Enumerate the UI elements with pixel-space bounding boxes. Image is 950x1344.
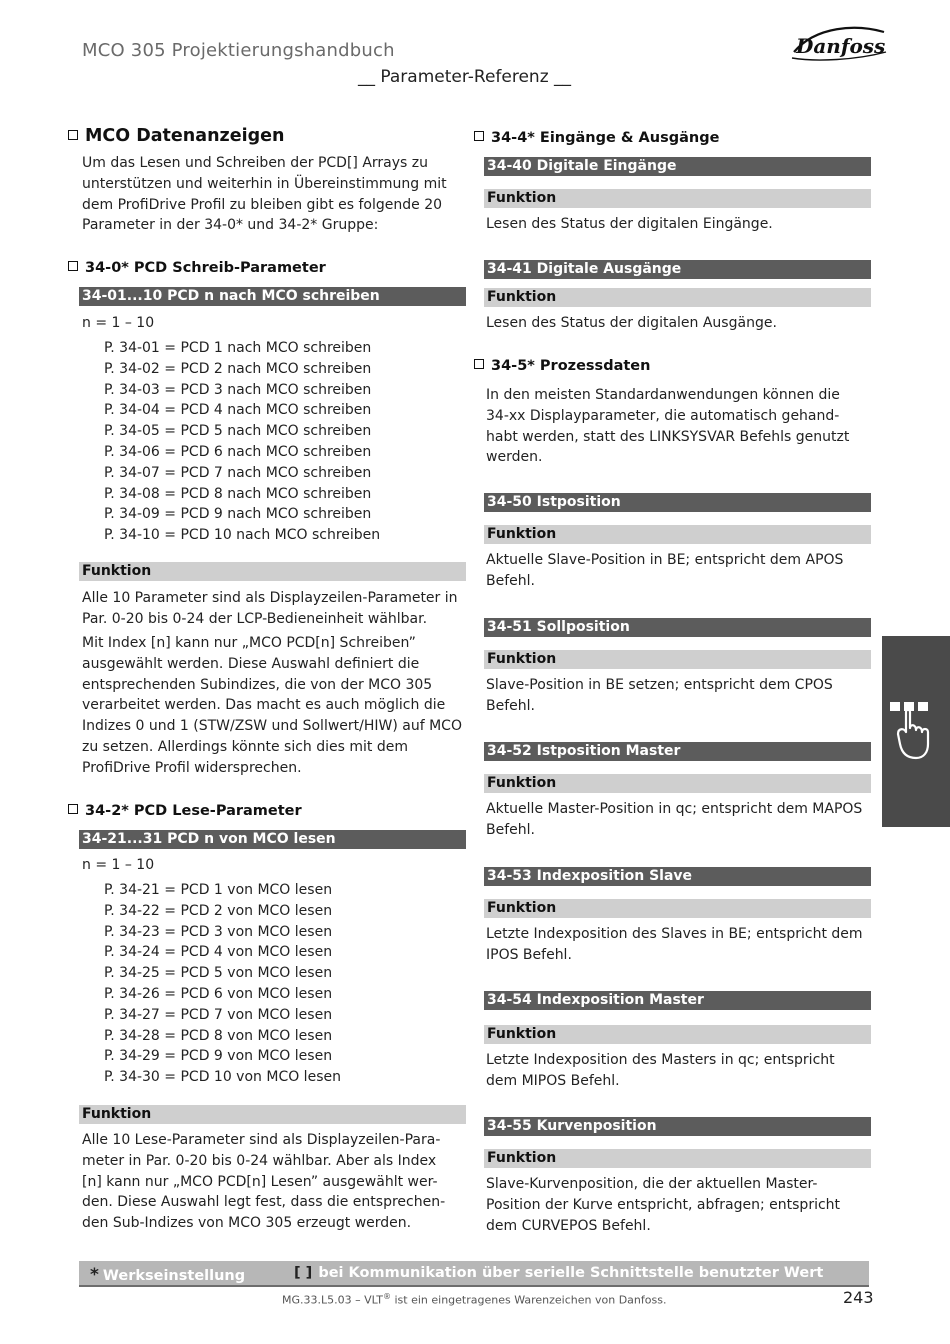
funktion-text: Alle 10 Parameter sind als Displayzeilen-Parameter in Par. 0-20 bis 0-24 der LCP-Bedieneinheit wählbar. xyxy=(82,590,458,627)
text-line: 34-xx Displayparameter, die automatisch gehand- xyxy=(486,407,840,424)
group-heading-34-5: 34-5* Prozessdaten xyxy=(474,358,650,374)
intro-text: Um das Lesen und Schreiben der PCD[] Arrays zu unterstützen und weiterhin in Übereinstimmung mit dem ProfiDrive Profil zu bleiben gibt es folgende 20 Parameter in der 34-0* und 34-2* Gruppe: xyxy=(82,155,447,234)
list-item: P. 34-26 = PCD 6 von MCO lesen xyxy=(104,985,333,1002)
param-text: Slave-Kurvenposition, die der aktuellen Master-Position der Kurve entspricht, abfragen; entspricht dem CURVEPOS Befehl. xyxy=(486,1176,841,1234)
param-text: Aktuelle Slave-Position in BE; entspricht dem APOS Befehl. xyxy=(486,552,844,589)
param-bar-34-52: 34-52 Istposition Master xyxy=(484,742,871,761)
list-item: P. 34-02 = PCD 2 nach MCO schreiben xyxy=(104,360,372,377)
square-bullet-icon xyxy=(68,804,78,814)
prozessdaten-intro xyxy=(486,385,870,468)
list-item: P. 34-28 = PCD 8 von MCO lesen xyxy=(104,1027,333,1044)
svg-text:Danfoss: Danfoss xyxy=(796,34,886,58)
param-text: Aktuelle Master-Position in qc; entspricht dem MAPOS Befehl. xyxy=(486,801,863,838)
chapter-tab xyxy=(882,636,950,827)
text-line: In den meisten Standardanwendungen können die xyxy=(486,387,840,403)
list-item: P. 34-07 = PCD 7 nach MCO schreiben xyxy=(104,464,372,481)
hand-keypad-icon xyxy=(886,698,934,762)
list-item: P. 34-01 = PCD 1 nach MCO schreiben xyxy=(104,340,372,356)
section-title: __ Parameter-Referenz __ xyxy=(358,67,572,87)
list-item: P. 34-29 = PCD 9 von MCO lesen xyxy=(104,1048,333,1065)
funktion-bar: Funktion xyxy=(484,774,871,793)
list-item: P. 34-24 = PCD 4 von MCO lesen xyxy=(104,944,333,961)
text-line: habt werden, statt des LINKSYSVAR Befehls genutzt xyxy=(486,428,850,445)
param-bar-34-21: 34-21...31 PCD n von MCO lesen xyxy=(79,830,466,849)
trademark-note: MG.33.L5.03 – VLT® ist ein eingetragenes Warenzeichen von Danfoss. xyxy=(282,1292,667,1307)
legend-serial-value: [ ] bei Kommunikation über serielle Schnittstelle benutzter Wert xyxy=(294,1265,824,1281)
star-icon: * xyxy=(90,1265,99,1285)
document-title: MCO 305 Projektierungshandbuch xyxy=(82,40,395,61)
n-range: n = 1 – 10 xyxy=(82,315,155,331)
param-bar-34-55: 34-55 Kurvenposition xyxy=(484,1117,871,1136)
param-text: Slave-Position in BE setzen; entspricht dem CPOS Befehl. xyxy=(486,677,833,714)
param-text: Lesen des Status der digitalen Eingänge. xyxy=(486,216,773,232)
funktion-bar: Funktion xyxy=(79,562,466,581)
funktion-bar: Funktion xyxy=(484,189,871,208)
group-heading-34-4: 34-4* Eingänge & Ausgänge xyxy=(474,130,719,146)
funktion-bar: Funktion xyxy=(79,1105,466,1124)
list-item: P. 34-25 = PCD 5 von MCO lesen xyxy=(104,965,333,982)
text-line: werden. xyxy=(486,449,543,466)
param-text: Letzte Indexposition des Slaves in BE; entspricht dem IPOS Befehl. xyxy=(486,926,863,963)
funktion-bar: Funktion xyxy=(484,899,871,918)
square-bullet-icon xyxy=(474,359,484,369)
list-item: P. 34-30 = PCD 10 von MCO lesen xyxy=(104,1069,341,1086)
list-item: P. 34-08 = PCD 8 nach MCO schreiben xyxy=(104,485,372,502)
param-text: Lesen des Status der digitalen Ausgänge. xyxy=(486,315,777,331)
group-heading-34-0: 34-0* PCD Schreib-Parameter xyxy=(68,260,326,276)
funktion-text xyxy=(82,1130,466,1234)
funktion-text: Mit Index [n] kann nur „MCO PCD[n] Schreiben” ausgewählt werden. Diese Auswahl definiert die entsprechenden Subindizes, die von der MCO 305 verarbeitet werden. Das macht es auch möglich die Indizes 0 und 1 (STW/ZSW und Sollwert/HIW) auf MCO zu setzen. Allerdings könnte sich dies mit dem ProfiDrive Profil widersprechen. xyxy=(82,635,462,776)
n-range: n = 1 – 10 xyxy=(82,857,155,873)
list-item: P. 34-27 = PCD 7 von MCO lesen xyxy=(104,1006,333,1023)
funktion-bar: Funktion xyxy=(484,1149,871,1168)
funktion-bar: Funktion xyxy=(484,650,871,669)
list-item: P. 34-09 = PCD 9 nach MCO schreiben xyxy=(104,506,372,523)
text-line: Alle 10 Lese-Parameter sind als Displayzeilen-Para- xyxy=(82,1132,441,1148)
param-bar-34-50: 34-50 Istposition xyxy=(484,493,871,512)
bracket-icon: [ ] xyxy=(294,1265,313,1281)
list-item: P. 34-03 = PCD 3 nach MCO schreiben xyxy=(104,381,372,398)
param-bar-34-53: 34-53 Indexposition Slave xyxy=(484,867,871,886)
param-bar-34-54: 34-54 Indexposition Master xyxy=(484,991,871,1010)
list-item: P. 34-06 = PCD 6 nach MCO schreiben xyxy=(104,443,372,460)
page-number: 243 xyxy=(843,1288,874,1307)
text-line: den Sub-Indizes von MCO 305 erzeugt werden. xyxy=(82,1215,412,1232)
text-line: [n] kann nur „MCO PCD[n] Lesen” ausgewählt wer- xyxy=(82,1173,438,1190)
legend-factory-setting: * Werkseinstellung xyxy=(90,1265,246,1285)
funktion-bar: Funktion xyxy=(484,1025,871,1044)
read-param-list xyxy=(104,880,464,1088)
list-item: P. 34-22 = PCD 2 von MCO lesen xyxy=(104,902,333,919)
list-item: P. 34-04 = PCD 4 nach MCO schreiben xyxy=(104,402,372,419)
square-bullet-icon xyxy=(474,131,484,141)
danfoss-logo xyxy=(786,22,890,66)
list-item: P. 34-10 = PCD 10 nach MCO schreiben xyxy=(104,527,381,544)
param-text: Letzte Indexposition des Masters in qc; entspricht dem MIPOS Befehl. xyxy=(486,1052,835,1089)
group-heading-34-2: 34-2* PCD Lese-Parameter xyxy=(68,803,302,819)
write-param-list xyxy=(104,338,464,546)
param-bar-34-41: 34-41 Digitale Ausgänge xyxy=(484,260,871,279)
param-bar-34-40: 34-40 Digitale Eingänge xyxy=(484,157,871,176)
square-bullet-icon xyxy=(68,261,78,271)
param-bar-34-01: 34-01...10 PCD n nach MCO schreiben xyxy=(79,287,466,306)
square-bullet-icon xyxy=(68,130,78,140)
list-item: P. 34-23 = PCD 3 von MCO lesen xyxy=(104,923,333,940)
funktion-bar: Funktion xyxy=(484,288,871,307)
funktion-bar: Funktion xyxy=(484,525,871,544)
list-item: P. 34-05 = PCD 5 nach MCO schreiben xyxy=(104,423,372,440)
main-heading: MCO Datenanzeigen xyxy=(68,126,284,146)
param-bar-34-51: 34-51 Sollposition xyxy=(484,618,871,637)
list-item: P. 34-21 = PCD 1 von MCO lesen xyxy=(104,882,333,898)
text-line: meter in Par. 0-20 bis 0-24 wählbar. Aber als Index xyxy=(82,1152,437,1169)
text-line: den. Diese Auswahl legt fest, dass die entsprechen- xyxy=(82,1194,446,1211)
